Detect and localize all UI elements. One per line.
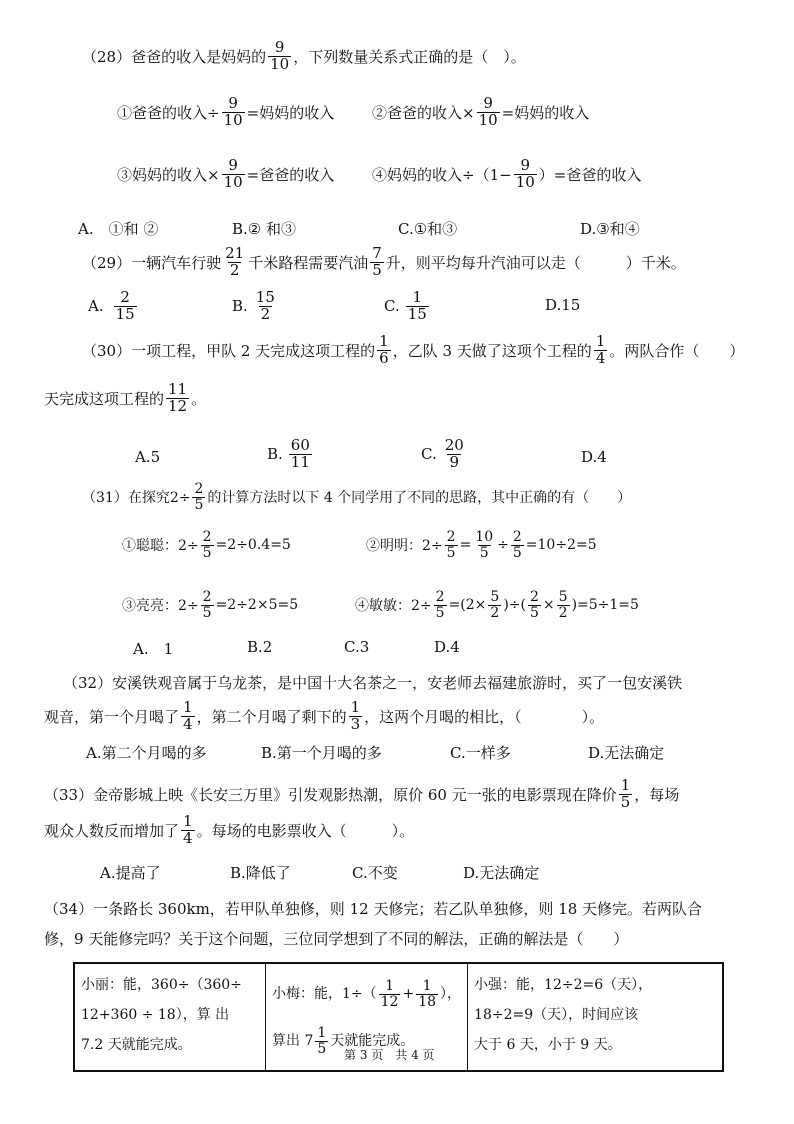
q32-stem-line-2: 观音，第一个月喝了 $\frac{1}{4}$ ，第二个月喝了剩下的 $\frac{1}{3}$ ，这两个月喝的相比，（ ）。 — [44, 698, 605, 733]
xiaoqiang-line-1: 小强：能，12÷2=6（天）， — [474, 977, 653, 993]
q34-stem-line-1: （34）一条路长 360km，若甲队单独修，则 12 天修完；若乙队单独修，则 18 天修完。若两队合 — [44, 900, 703, 918]
q31-stem: （31）在探究2÷ $\frac{2}{5}$ 的计算方法时以下 4 个同学用了不同的思路，其中正确的有（ ） — [82, 481, 632, 513]
q33-option-c[interactable]: C.不变 — [352, 864, 398, 882]
q31-solution-2: ②明明：2÷ $\frac{2}{5}$ = $\frac{10}{5}$ ÷ $\frac{2}{5}$ =10÷2=5 — [366, 529, 597, 561]
q31-s2-fraction-3: $\frac{2}{5}$ — [512, 529, 522, 561]
q29-option-a-fraction: $\frac{2}{15}$ — [115, 288, 135, 323]
q33-option-d[interactable]: D.无法确定 — [463, 864, 540, 882]
q31-s4-fraction-3: $\frac{2}{5}$ — [529, 589, 539, 621]
q30-option-b-fraction: $\frac{60}{11}$ — [290, 436, 310, 471]
q32-option-d[interactable]: D.无法确定 — [588, 744, 665, 762]
q34-stem-line-2: 修，9 天能修完吗？关于这个问题，三位同学想到了不同的解法，正确的解法是（ ） — [44, 930, 629, 948]
q28-item-3-fraction: $\frac{9}{10}$ — [223, 156, 243, 191]
q31-s1-fraction: $\frac{2}{5}$ — [202, 529, 212, 561]
q30-stem-line-2: 天完成这项工程的 $\frac{11}{12}$ 。 — [44, 380, 207, 415]
q28-stem — [82, 40, 526, 73]
q33-stem-line-1: （33）金帝影城上映《长安三万里》引发观影热潮，原价 60 元一张的电影票现在降价 $\frac{1}{5}$ ，每场 — [44, 776, 680, 811]
q28-item-4-fraction: $\frac{9}{10}$ — [515, 156, 535, 191]
q28-item-1: ①爸爸的收入÷ $\frac{9}{10}$ =妈妈的收入 — [117, 94, 335, 129]
q31-option-d[interactable]: D.4 — [434, 638, 460, 656]
xiaoli-line-1: 小丽：能，360÷（360÷ — [81, 977, 242, 993]
q32-option-b[interactable]: B.第一个月喝的多 — [261, 744, 382, 762]
xiaoqiang-line-2: 18÷2=9（天），时间应该 — [474, 1007, 639, 1023]
q29-option-b-fraction: $\frac{15}{2}$ — [255, 288, 275, 323]
page-number: 第 3 页 共 4 页 — [344, 1048, 435, 1062]
q32-fraction-2: $\frac{1}{3}$ — [350, 698, 361, 733]
q28-item-2: ②爸爸的收入× $\frac{9}{10}$ =妈妈的收入 — [372, 94, 590, 129]
q28-stem-text-2: ，下列数量关系式正确的是（ ）。 — [293, 47, 526, 66]
q30-fraction-2: $\frac{1}{4}$ — [595, 332, 606, 367]
q28-stem-text: （28）爸爸的收入是妈妈的 — [82, 47, 267, 66]
q31-solution-4: ④敏敏：2÷ $\frac{2}{5}$ =(2× $\frac{5}{2}$ )÷( $\frac{2}{5}$ × $\frac{5}{2}$ )=5÷1=5 — [355, 589, 639, 621]
q29-option-c[interactable]: C. $\frac{1}{15}$ — [384, 288, 427, 323]
q29-option-c-fraction: $\frac{1}{15}$ — [407, 288, 427, 323]
xiaomei-mixed-fraction: $\frac{1}{5}$ — [317, 1024, 327, 1057]
xiaomei-line-2: 算出 7 $\frac{1}{5}$ 天就能完成。 — [272, 1024, 415, 1057]
q31-s4-fraction-1: $\frac{2}{5}$ — [435, 589, 445, 621]
q28-item-4: ④妈妈的收入÷（1− $\frac{9}{10}$ ）=爸爸的收入 — [372, 156, 642, 191]
q33-stem-line-2: 观众人数反而增加了 $\frac{1}{4}$ 。每场的电影票收入（ ）。 — [44, 812, 415, 847]
q31-option-b[interactable]: B.2 — [247, 638, 273, 656]
q33-option-b[interactable]: B.降低了 — [230, 864, 291, 882]
xiaomei-fraction-1: $\frac{1}{12}$ — [380, 977, 399, 1010]
q29-option-d[interactable]: D.15 — [545, 296, 581, 314]
q33-fraction-2: $\frac{1}{4}$ — [183, 812, 193, 847]
q31-s4-fraction-2: $\frac{5}{2}$ — [490, 589, 500, 621]
q29-stem: （29）一辆汽车行驶 $\frac{21}{2}$ 千米路程需要汽油 $\frac{7}{5}$ 升，则平均每升汽油可以走（ ）千米。 — [82, 244, 686, 279]
q32-option-a[interactable]: A.第二个月喝的多 — [86, 744, 207, 762]
q31-s4-fraction-4: $\frac{5}{2}$ — [558, 589, 568, 621]
q31-s2-fraction-2: $\frac{10}{5}$ — [475, 529, 494, 561]
q30-fraction-1: $\frac{1}{6}$ — [379, 332, 389, 367]
q31-solution-3: ③亮亮：2÷ $\frac{2}{5}$ =2÷2×5=5 — [122, 589, 299, 621]
xiaoli-line-2: 12+360 ÷ 18），算 出 — [81, 1007, 230, 1023]
q31-option-c[interactable]: C.3 — [344, 638, 370, 656]
q32-option-c[interactable]: C.一样多 — [450, 744, 511, 762]
q31-s3-fraction: $\frac{2}{5}$ — [202, 589, 212, 621]
q28-item-3: ③妈妈的收入× $\frac{9}{10}$ =爸爸的收入 — [117, 156, 335, 191]
q29-option-a[interactable]: A. $\frac{2}{15}$ — [88, 288, 135, 323]
q30-fraction-3: $\frac{11}{12}$ — [168, 380, 188, 415]
q28-option-c[interactable]: C.①和③ — [398, 220, 458, 238]
xiaomei-line-1: 小梅：能，1÷（ $\frac{1}{12}$ + $\frac{1}{18}$ ）， — [272, 977, 462, 1010]
q31-option-a[interactable]: A. 1 — [133, 640, 174, 658]
q30-option-d[interactable]: D.4 — [581, 448, 607, 466]
q28-option-d[interactable]: D.③和④ — [580, 220, 640, 238]
q30-stem: （30）一项工程，甲队 2 天完成这项工程的 $\frac{1}{6}$ ，乙队 3 天做了这项个工程的 $\frac{1}{4}$ 。两队合作（ ） — [82, 332, 745, 367]
q28-option-b[interactable]: B.② 和③ — [232, 220, 297, 238]
xiaoli-line-3: 7.2 天就能完成。 — [81, 1037, 192, 1053]
q34-solution-xiaoli[interactable] — [74, 963, 266, 1071]
q31-fraction: $\frac{2}{5}$ — [194, 481, 204, 513]
xiaomei-fraction-2: $\frac{1}{18}$ — [418, 977, 437, 1010]
q29-fraction-1: $\frac{21}{2}$ — [225, 244, 245, 279]
q34-solution-xiaoqiang[interactable] — [468, 963, 723, 1071]
xiaoqiang-line-3: 大于 6 天，小于 9 天。 — [474, 1037, 622, 1053]
q32-stem-line-1: （32）安溪铁观音属于乌龙茶，是中国十大名茶之一，安老师去福建旅游时，买了一包安溪铁 — [63, 674, 683, 692]
q28-item-2-fraction: $\frac{9}{10}$ — [478, 94, 498, 129]
q31-s2-fraction-1: $\frac{2}{5}$ — [446, 529, 456, 561]
q28-option-a[interactable]: A. ①和 ② — [78, 220, 159, 238]
q30-option-c-fraction: $\frac{20}{9}$ — [444, 436, 464, 471]
q30-option-a[interactable]: A.5 — [135, 448, 161, 466]
q30-option-c[interactable]: C. $\frac{20}{9}$ — [421, 436, 464, 471]
q29-option-b[interactable]: B. $\frac{15}{2}$ — [232, 288, 275, 323]
q28-fraction: $\frac{9}{10}$ — [270, 38, 290, 73]
q28-item-1-fraction: $\frac{9}{10}$ — [223, 94, 243, 129]
q29-fraction-2: $\frac{7}{5}$ — [372, 244, 382, 279]
q33-option-a[interactable]: A.提高了 — [100, 864, 161, 882]
q31-solution-1: ①聪聪：2÷ $\frac{2}{5}$ =2÷0.4=5 — [122, 529, 291, 561]
q30-option-b[interactable]: B. $\frac{60}{11}$ — [267, 436, 310, 471]
q32-fraction-1: $\frac{1}{4}$ — [183, 698, 193, 733]
q33-fraction-1: $\frac{1}{5}$ — [620, 776, 631, 811]
